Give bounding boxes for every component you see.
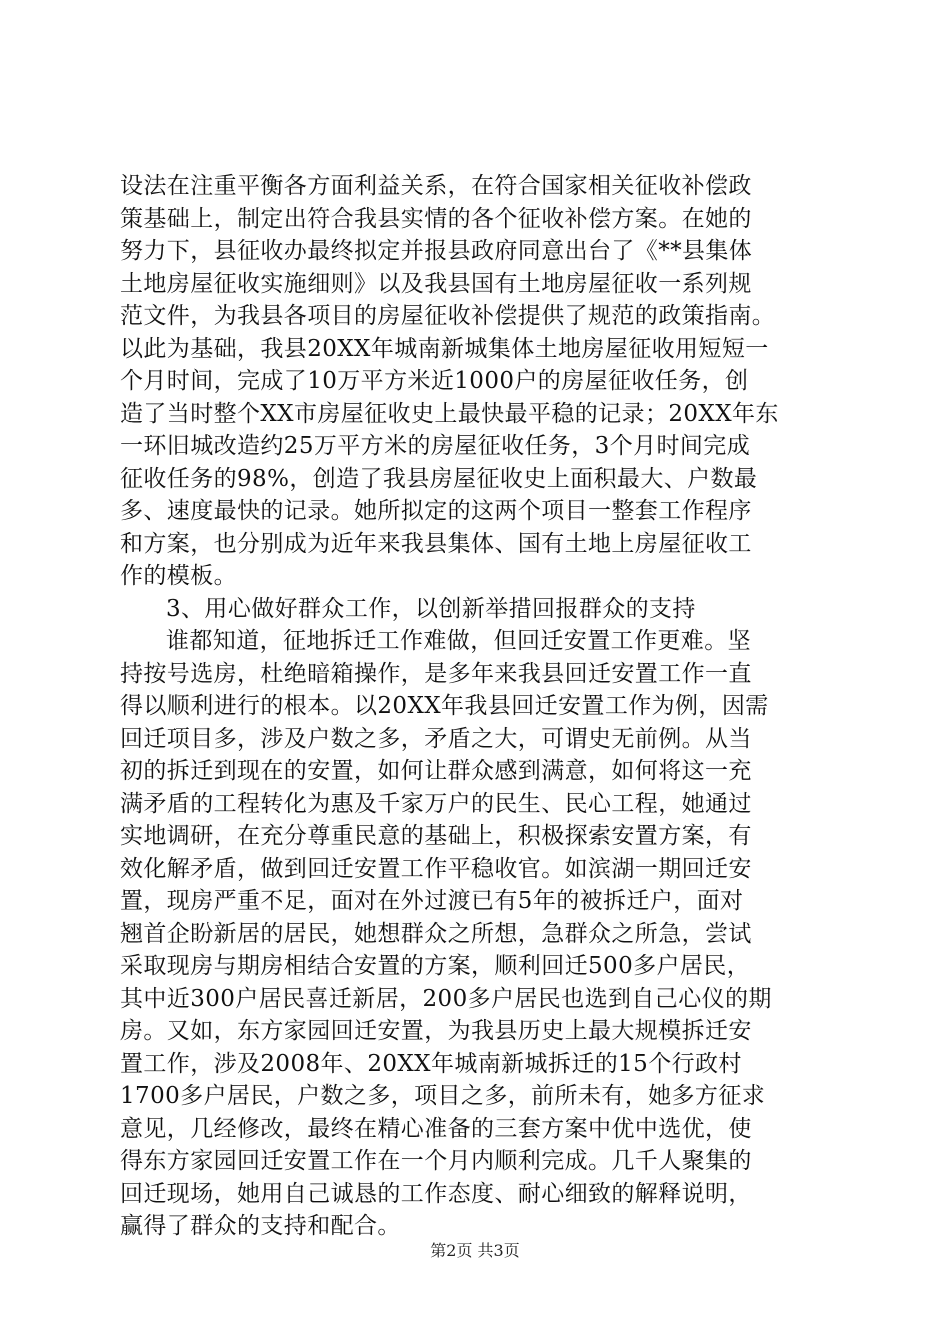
text-line: 得以顺利进行的根本。以20XX年我县回迁安置工作为例，因需 — [120, 693, 769, 719]
text-line: 持按号选房，杜绝暗箱操作，是多年来我县回迁安置工作一直 — [120, 660, 752, 687]
text-line: 土地房屋征收实施细则》以及我县国有土地房屋征收一系列规 — [120, 270, 752, 297]
text-line: 和方案，也分别成为近年来我县集体、国有土地上房屋征收工 — [120, 530, 752, 557]
page-footer: 第2页 共3页 — [430, 1241, 520, 1260]
text-line: 范文件，为我县各项目的房屋征收补偿提供了规范的政策指南。 — [120, 303, 776, 329]
text-line: 翘首企盼新居的居民，她想群众之所想，急群众之所急，尝试 — [120, 920, 752, 947]
text-line: 造了当时整个XX市房屋征收史上最快最平稳的记录；20XX年东 — [120, 400, 779, 427]
text-line: 意见，几经修改，最终在精心准备的三套方案中优中选优，使 — [120, 1115, 752, 1142]
text-line: 其中近300户居民喜迁新居，200多户居民也选到自己心仪的期 — [120, 985, 772, 1012]
text-line: 以此为基础，我县20XX年城南新城集体土地房屋征收用短短一 — [120, 335, 769, 362]
text-line: 得东方家园回迁安置工作在一个月内顺利完成。几千人聚集的 — [120, 1148, 752, 1174]
text-line: 回迁现场，她用自己诚恳的工作态度、耐心细致的解释说明， — [120, 1180, 752, 1207]
text-line: 设法在注重平衡各方面利益关系，在符合国家相关征收补偿政 — [120, 173, 752, 199]
document-body — [120, 170, 840, 1243]
text-line: 征收任务的98%，创造了我县房屋征收史上面积最大、户数最 — [120, 465, 758, 492]
text-line: 采取现房与期房相结合安置的方案，顺利回迁500多户居民， — [120, 953, 751, 979]
text-line: 一环旧城改造约25万平方米的房屋征收任务，3个月时间完成 — [120, 433, 751, 459]
text-line: 策基础上，制定出符合我县实情的各个征收补偿方案。在她的 — [120, 205, 752, 232]
text-line: 效化解矛盾，做到回迁安置工作平稳收官。如滨湖一期回迁安 — [120, 855, 752, 882]
text-line: 作的模板。 — [120, 563, 237, 589]
text-line: 多、速度最快的记录。她所拟定的这两个项目一整套工作程序 — [120, 498, 752, 524]
text-line: 满矛盾的工程转化为惠及千家万户的民生、民心工程，她通过 — [120, 790, 752, 817]
text-line: 3、用心做好群众工作，以创新举措回报群众的支持 — [166, 595, 696, 622]
text-line: 谁都知道，征地拆迁工作难做，但回迁安置工作更难。坚 — [166, 628, 751, 654]
text-line: 个月时间，完成了10万平方米近1000户的房屋征收任务，创 — [120, 368, 749, 394]
text-line: 赢得了群众的支持和配合。 — [120, 1213, 401, 1239]
text-line: 置，现房严重不足，面对在外过渡已有5年的被拆迁户，面对 — [120, 888, 744, 914]
text-line: 1700多户居民，户数之多，项目之多，前所未有，她多方征求 — [120, 1083, 766, 1109]
text-line: 实地调研，在充分尊重民意的基础上，积极探索安置方案，有 — [120, 823, 752, 849]
text-line: 置工作，涉及2008年、20XX年城南新城拆迁的15个行政村 — [120, 1050, 742, 1077]
text-line: 初的拆迁到现在的安置，如何让群众感到满意，如何将这一充 — [120, 758, 752, 784]
text-line: 努力下，县征收办最终拟定并报县政府同意出台了《**县集体 — [120, 238, 753, 264]
text-line: 回迁项目多，涉及户数之多，矛盾之大，可谓史无前例。从当 — [120, 725, 752, 752]
text-line: 房。又如，东方家园回迁安置，为我县历史上最大规模拆迁安 — [120, 1018, 752, 1044]
